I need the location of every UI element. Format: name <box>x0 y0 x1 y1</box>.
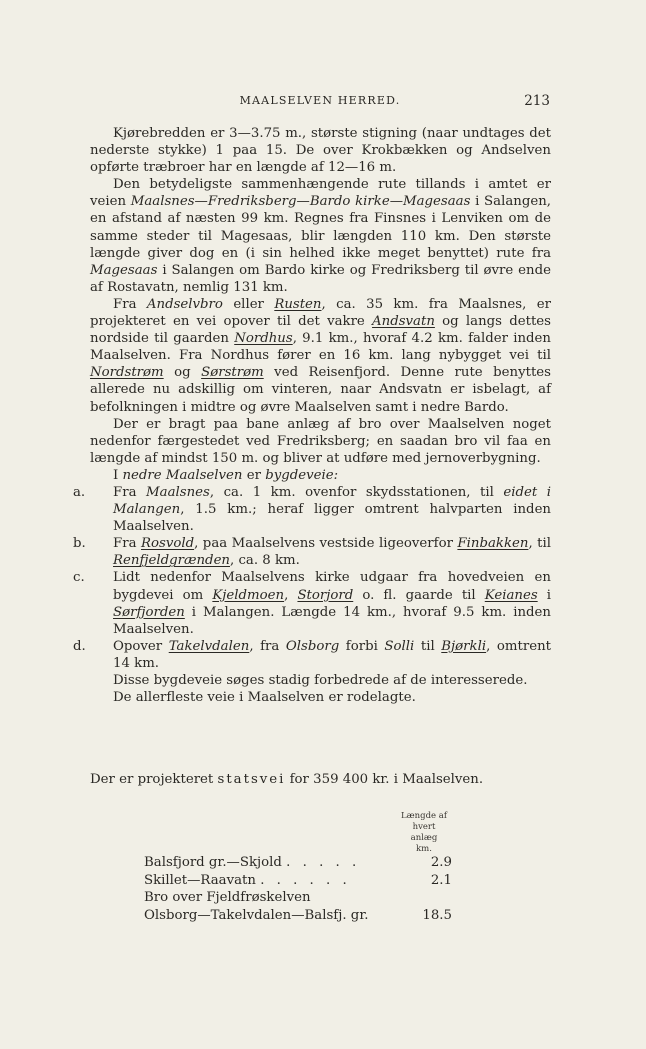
closing-line-2: De allerfleste veie i Maalselven er rodelagte. <box>113 690 416 706</box>
text-run: ved Reisenfjord. Denne rute benyttes allerede nu adskillig om vinteren, naar Andsvatn er isbelagt, af befolkningen i midtre og øvre Maalselven samt i nedre Bardo. <box>90 365 551 415</box>
text-run: forbi <box>339 638 385 654</box>
text-run: , ca. 8 km. <box>230 553 300 569</box>
place-name: Finbakken <box>457 536 529 552</box>
row-name: Balsfjord gr.—Skjold <box>144 855 282 870</box>
table-row <box>144 854 464 872</box>
text-run: , ca. 35 km. fra Maalsnes, er projekteret en vei opover til det vakre <box>90 296 551 330</box>
place-name: Sørstrøm <box>201 365 264 381</box>
route-name: Maalsnes—Fredriksberg—Bardo kirke—Magesaas <box>130 194 471 210</box>
text-run: og <box>163 365 202 381</box>
place-name: Nordstrøm <box>90 365 164 381</box>
paragraph-3 <box>90 296 551 416</box>
place-name: Olsborg <box>285 638 340 654</box>
row-name: Bro over Fjeldfrøskelven <box>144 890 311 906</box>
table-column-header <box>398 811 450 855</box>
list-item-b <box>73 535 551 569</box>
text-run: Fra <box>113 536 141 552</box>
column-header-line: Længde af <box>401 811 447 821</box>
running-header <box>90 93 550 109</box>
place-name: Keianes <box>484 587 538 603</box>
column-header-line: km. <box>416 844 432 854</box>
item-label: d. <box>73 638 86 654</box>
column-header-line: hvert anlæg <box>410 822 438 843</box>
text-run: i Salangen, en afstand af næsten 99 km. Regnes fra Finsnes i Lenviken om de samme steder til Magesaas, blir længden 110 km. Den største længde giver dog en (i sin helhed ikke meget benyttet) rute fra <box>90 194 551 261</box>
text-run: i Salangen om Bardo kirke og Fredriksberg til øvre ende af Rostavatn, nemlig 131 km. <box>90 262 551 295</box>
term: bygdeveie: <box>265 467 339 483</box>
place-name: Andselvbro <box>146 296 223 312</box>
text-run: for 359 400 kr. i Maalselven. <box>285 772 484 787</box>
text-run: , til <box>528 536 551 552</box>
text-run: , ca. 1 km. ovenfor skydsstationen, til <box>209 484 504 500</box>
place-name: Bjørkli <box>441 638 487 654</box>
body-text <box>73 125 552 706</box>
page-number: 213 <box>524 93 550 109</box>
text-run: , paa Maalselvens vestside ligeoverfor <box>194 536 458 552</box>
place-name: Renfjeldgrænden <box>113 553 230 569</box>
text-run: Der er projekteret <box>90 772 218 787</box>
text-run: er <box>242 467 266 483</box>
place-name: Rosvold <box>140 536 195 552</box>
place-name: Andsvatn <box>372 314 435 330</box>
place-name: Sørfjorden <box>113 604 185 620</box>
text-run: eller <box>222 296 275 312</box>
text-run: , omtrent 14 km. <box>113 638 551 671</box>
text-run: I <box>113 467 123 483</box>
row-name: Olsborg—Takelvdalen—Balsfj. gr. <box>144 907 369 923</box>
item-label: b. <box>73 536 86 552</box>
table-row <box>144 872 464 890</box>
list-item-c <box>73 569 552 637</box>
text-run: Fra <box>113 484 147 500</box>
place-name: Kjeldmoen <box>212 587 285 603</box>
text-run: i Malangen. Længde 14 km., hvoraf 9.5 km. inden Maalselven. <box>113 604 551 637</box>
text-run: Opover <box>113 638 169 654</box>
text-run: , 9.1 km., hvoraf 4.2 km. falder inden Maalselven. Fra Nordhus fører en 16 km. lang nybygget vei til <box>90 331 551 364</box>
item-label: a. <box>73 484 86 500</box>
place-name: Magesaas <box>90 262 158 278</box>
place-name: nedre Maalselven <box>122 467 243 483</box>
text-run: og langs dettes nordside til gaarden <box>90 314 551 347</box>
text-run: Lidt nedenfor Maalselvens kirke udgaar fra hovedveien en bygdevei om <box>113 570 551 603</box>
text-run: til <box>414 638 442 654</box>
text-run: , fra <box>249 638 286 654</box>
paragraph-1: Kjørebredden er 3—3.75 m., største stigning (naar undtages det nederste stykke) 1 paa 15. De over Krokbækken og Andselven opførte træbroer har en længde af 12—16 m. <box>90 126 551 176</box>
item-label: c. <box>73 570 85 586</box>
paragraph-2 <box>90 176 551 296</box>
table-row <box>144 889 464 907</box>
text-run: i <box>537 587 552 603</box>
text-run: o. fl. gaarde til <box>353 587 485 603</box>
list-item-a <box>73 484 551 535</box>
length-table <box>144 854 464 924</box>
closing-line-1: Disse bygdeveie søges stadig forbedrede af de interesserede. <box>113 673 528 688</box>
row-value: 2.9 <box>430 855 452 870</box>
text-run: Den betydeligste sammenhængende rute tillands i amtet er veien <box>90 177 551 210</box>
place-name: eidet i Malangen <box>113 484 551 518</box>
leader-dots: . . . . . <box>286 855 361 870</box>
table-row <box>144 907 464 925</box>
paragraph-5 <box>90 467 551 484</box>
place-name: Storjord <box>297 587 354 603</box>
place-name: Maalsnes <box>146 484 210 500</box>
text-run: , <box>284 587 298 603</box>
list-item-d <box>73 638 551 672</box>
place-name: Nordhus <box>234 331 293 347</box>
leader-dots: . . . . . . <box>260 872 351 888</box>
place-name: Rusten <box>274 296 322 312</box>
statsvei-line <box>90 772 551 787</box>
paragraph-4: Der er bragt paa bane anlæg af bro over Maalselven noget nedenfor færgestedet ved Fredriksberg; en saadan bro vil faa en længde af mindst 150 m. og bliver at udføre med jernoverbygning. <box>90 416 551 466</box>
row-value: 18.5 <box>422 907 452 923</box>
place-name: Takelvdalen <box>168 638 250 654</box>
text-run: Fra <box>113 296 147 312</box>
row-value: 2.1 <box>430 872 452 888</box>
text-run: , 1.5 km.; heraf ligger omtrent halvparten inden Maalselven. <box>113 502 551 535</box>
spaced-term: statsvei <box>217 772 286 787</box>
place-name: Solli <box>384 638 415 654</box>
row-name: Skillet—Raavatn <box>144 872 256 888</box>
running-title: MAALSELVEN HERRED. <box>239 94 401 107</box>
